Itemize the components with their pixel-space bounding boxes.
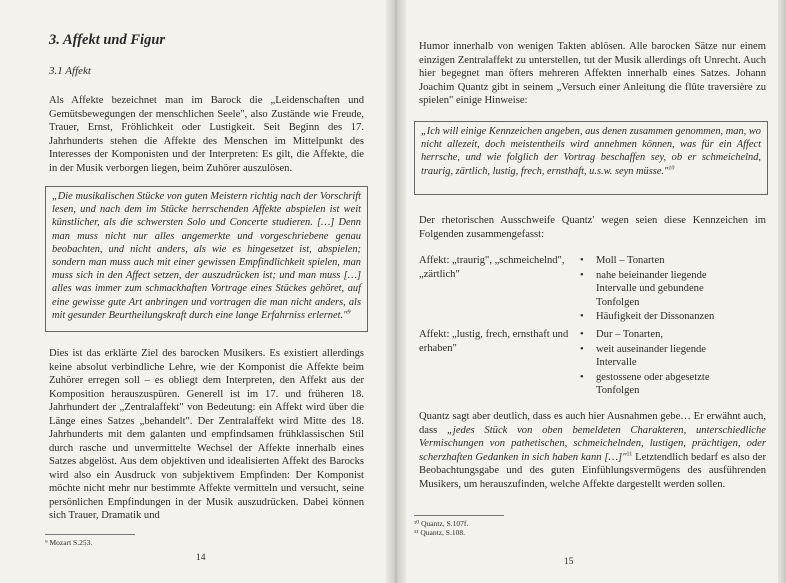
right-footnote-2: ¹¹ Quantz, S.108. bbox=[414, 528, 465, 537]
right-page bbox=[406, 0, 778, 583]
left-footnote-rule bbox=[45, 534, 135, 535]
right-quote-text: „Ich will einige Kennzeichen angeben, aus denen zusammen genommen, man, wo nicht allezeit, doch meistentheils wird annehmen können, was für ein Affect herrsche, und wie folglich der Vortrag beschaffen sey, ob er schmeichelnd, traurig, zärtlich, lustig, frech, ernsthaft, u.s.w. seyn müsse." bbox=[421, 126, 761, 177]
affekt2-list bbox=[580, 328, 740, 399]
affekt1-item: • Moll – Tonarten bbox=[580, 255, 665, 266]
affekt2-item: • gestossene oder abgesetzte Tonfolgen bbox=[580, 371, 710, 396]
left-paragraph-1: Als Affekte bezeichnet man im Barock die „Leidenschaften und Gemütsbewegungen der menschlichen Seele", also Zustände wie Freude, Trauer, Ernst, Fröhlichkeit oder Lustigkeit. Seit Beginn des 17. Jahrhunderts stehen die Affekte des Menschen im Mittelpunkt des Interesses der Komponisten und der Interpreten: Es gilt, die Affekte, die in der Musik verborgen liegen, beim Zuhörer auszulösen. bbox=[49, 95, 364, 174]
left-paragraph-2: Dies ist das erklärte Ziel des barocken Musikers. Es existiert allerdings keine absolut verbindliche Lehre, wie der Komponist die Affekte beim Zuhörer erregen soll – es obliegt dem Interpreten, den Affekt aus der Komposition herauszuspüren. Generell ist im 17. und früheren 18. Jahrhundert der „Zentralaffekt" von Bedeutung: ein Affekt wird über die Länge eines Satzes „behandelt". Der Zentralaffekt wird Mitte des 18. Jahrhunderts mit dem galanten und empfindsamen frühklassischen Stil durch rasche und unvermittelte Wechsel der Affekte innerhalb eines Satzes abgelöst. Aus dem objektiven und idealisierten Affekt des Barocks wird also ein Ausdruck von subjektivem Empfinden: Der Komponist möchte nicht mehr nur bestimmte Affekte vermitteln und versucht, seine persönlichen Empfindungen in der Musik auszudrücken. Dabei können sich Trauer, Dramatik und bbox=[49, 348, 364, 521]
left-footnote: ⁹ Mozart S.253. bbox=[45, 538, 93, 547]
right-quote-box bbox=[414, 121, 768, 195]
affekt2-item: • weit auseinander liegende Intervalle bbox=[580, 343, 707, 368]
affekt1-label: Affekt: „traurig", „schmeichelnd", „zärtlich" bbox=[419, 255, 565, 280]
left-quote-ref: 9 bbox=[347, 309, 351, 316]
affekt1-list bbox=[580, 254, 740, 325]
chapter-title: 3. Affekt und Figur bbox=[49, 32, 166, 48]
right-quote-ref: 10 bbox=[668, 165, 675, 172]
affekt1-item: • nahe beieinander liegende Intervalle und gebundene Tonfolgen bbox=[580, 269, 707, 308]
affekt1-item: • Häufigkeit der Dissonanzen bbox=[580, 311, 715, 322]
right-paragraph-1: Humor innerhalb von wenigen Takten ablösen. Alle barocken Sätze nur einem einzigen Zentralaffekt zu unterstellen, tut der Musik allerdings oft Unrecht. Auch hier begegnet man öfters mehreren Affekten innerhalb eines Satzes. Johann Joachim Quantz gibt in seinem „Versuch einer Anleitung die flûte traversière zu spielen" einige Hinweise: bbox=[419, 41, 766, 106]
right-inline-ref: 11 bbox=[626, 450, 633, 457]
right-page-number: 15 bbox=[564, 557, 574, 567]
book-gutter bbox=[386, 0, 406, 583]
right-footnote-1: ¹⁰ Quantz, S.107f. bbox=[414, 519, 469, 528]
left-page bbox=[0, 0, 386, 583]
page-edge bbox=[778, 0, 786, 583]
right-footnote-rule bbox=[414, 515, 504, 516]
section-title: 3.1 Affekt bbox=[49, 65, 91, 77]
affekt2-item: • Dur – Tonarten, bbox=[580, 329, 664, 340]
right-intro: Der rhetorischen Ausschweife Quantz' wegen seien diese Kennzeichen im Folgenden zusammengefasst: bbox=[419, 215, 766, 240]
affekt2-label: Affekt: „lustig, frech, ernsthaft und erhaben" bbox=[419, 329, 569, 354]
left-page-number: 14 bbox=[196, 553, 206, 563]
right-paragraph-2: Quantz sagt aber deutlich, dass es auch hier Ausnahmen gebe… Er erwähnt auch, dass „jedes Stück von oben bemeldeten Charakteren, unterschiedliche Vermischungen von pathetischen, schmeichelnden, lustigen, prächtigen, oder scherzhaften Gedanken in sich haben kann […]"$^{11}$ Letztendlich bedarf es also der Beobachtungsgabe und des guten Einfühlungsvermögens des ausführenden Musikers, um herauszufinden, welche Affekte dargestellt werden sollen. bbox=[419, 411, 766, 490]
left-quote-box bbox=[45, 186, 368, 332]
right-inline-quote: „jedes Stück von oben bemeldeten Charakteren, unterschiedliche Vermischungen von pathetischen, schmeichelnden, lustigen, prächtigen, oder scherzhaften Gedanken in sich haben kann […]" bbox=[419, 424, 766, 463]
left-quote-text: „Die musikalischen Stücke von guten Meistern richtig nach der Vorschrift lesen, und nach dem im Stücke herrschenden Affekte abspielen ist weit künstlicher, als die schwersten Solo und Concerte studieren. […] Denn man muss nicht nur alles angemerkte und vorgeschriebene genau beobachten, und nicht anders, als wie es hingesetzet ist, abspielen; sondern man muss auch mit einer gewissen Empfindlichkeit spielen, man muss sich in den Affect setzen, der auszudrücken ist; und man muss […] alles was immer zum schmackhaften Vortrage eines Stückes gehöret, auf eine gewisse gute Art anbringen und vortragen die man nicht anders, als mit gesunder Beurtheilungskraft durch eine lange Erfahrniss erlernet." bbox=[52, 191, 361, 321]
